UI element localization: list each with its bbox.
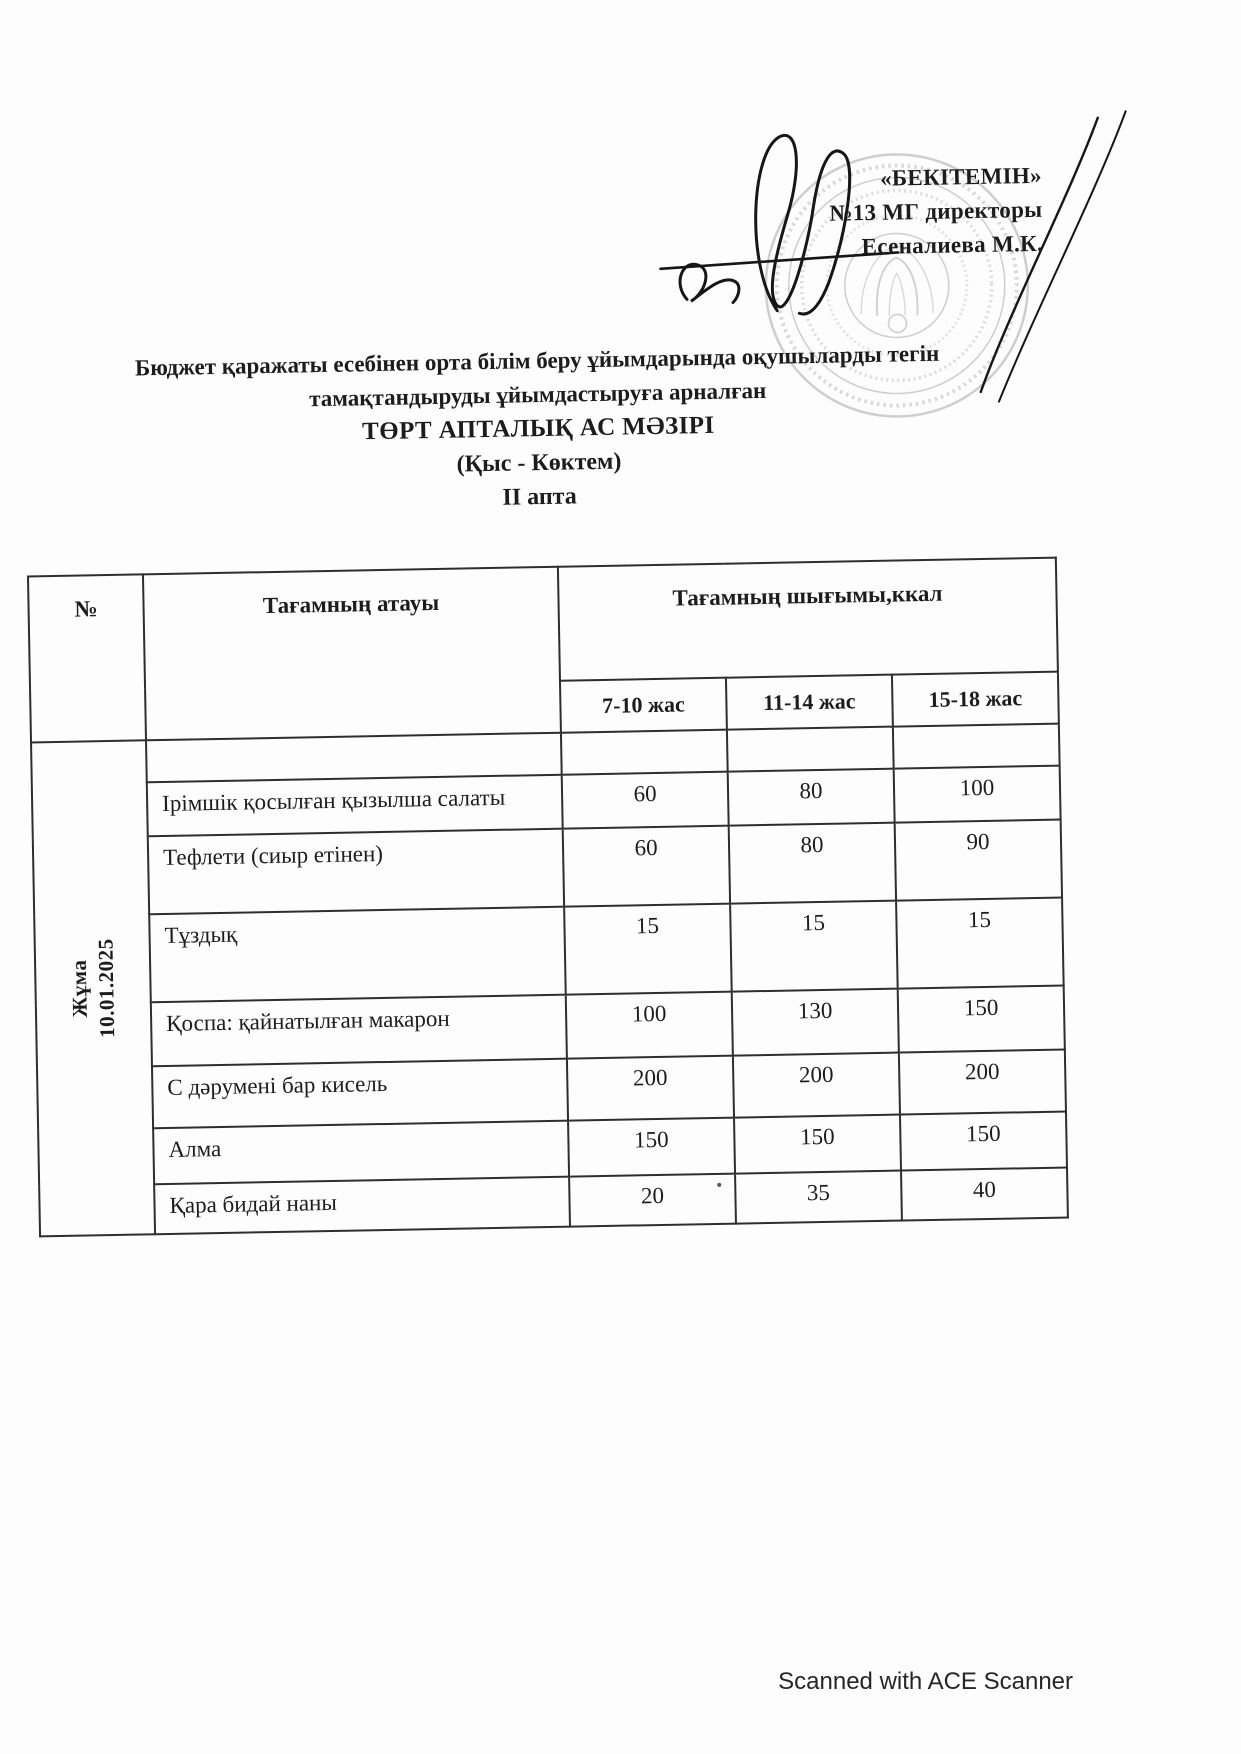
spacer-cell — [727, 727, 894, 772]
title-line-5: ІІ апта — [502, 483, 577, 511]
header-number: № — [28, 574, 146, 742]
dish-name: Қара бидай наны — [154, 1177, 570, 1235]
kcal-11-14: 200 — [733, 1053, 900, 1118]
approval-approve-label: «БЕКІТЕМІН» — [879, 162, 1043, 191]
kcal-11-14: 35 — [735, 1171, 902, 1224]
kcal-15-18: 15 — [896, 898, 1064, 989]
approval-block — [828, 159, 1043, 265]
title-line-3: ТӨРТ АПТАЛЫҚ АС МӘЗІРІ — [361, 411, 715, 446]
dish-name: Алма — [153, 1121, 569, 1185]
kcal-7-10: 15 — [564, 904, 732, 995]
day-label — [65, 938, 121, 1038]
header-output-kcal: Тағамның шығымы,ккал — [558, 558, 1058, 681]
dish-name: С дәрумені бар кисель — [152, 1059, 568, 1129]
header-age-7-10: 7-10 жас — [560, 678, 727, 733]
kcal-7-10: 60 — [562, 772, 729, 829]
kcal-11-14: 130 — [732, 989, 899, 1056]
header-dish-name: Тағамның атауы — [143, 567, 561, 741]
menu-table — [27, 557, 1069, 1238]
kcal-7-10: 60 — [563, 826, 730, 907]
dish-name: Тефлети (сиыр етінен) — [148, 829, 564, 915]
kcal-15-18: 150 — [900, 1112, 1067, 1171]
kcal-11-14: 150 — [734, 1115, 901, 1174]
kcal-11-14: 80 — [728, 769, 895, 826]
title-line-1: Бюджет қаражаты есебінен орта білім беру ұйымдарында оқушыларды тегін — [134, 340, 940, 381]
title-line-2: тамақтандыруды ұйымдастыруға арналған — [308, 377, 767, 412]
header-age-15-18: 15-18 жас — [892, 672, 1059, 727]
kcal-11-14: 80 — [729, 823, 896, 904]
day-cell — [31, 740, 155, 1236]
scan-speck — [717, 1183, 721, 1187]
dish-name: Тұздық — [149, 907, 566, 1003]
day-date: 10.01.2025 — [93, 938, 119, 1039]
kcal-7-10: 150 — [568, 1118, 735, 1177]
kcal-15-18: 200 — [899, 1050, 1066, 1115]
dish-name: Ірімшік қосылған қызылша салаты — [147, 775, 563, 837]
kcal-11-14: 15 — [730, 901, 898, 992]
approval-director-name: Есеналиева М.К. — [861, 230, 1044, 260]
approval-director-title: №13 МГ директоры — [829, 196, 1043, 226]
table-header-row — [28, 558, 1058, 691]
kcal-15-18: 90 — [895, 820, 1062, 901]
dish-name: Қоспа: қайнатылған макарон — [151, 995, 567, 1067]
kcal-7-10: 100 — [566, 992, 733, 1059]
title-line-4: (Қыс - Көктем) — [456, 448, 622, 478]
day-weekday: Жұма — [66, 959, 92, 1018]
spacer-cell — [893, 724, 1060, 769]
kcal-15-18: 40 — [901, 1168, 1068, 1221]
kcal-7-10: 200 — [567, 1056, 734, 1121]
kcal-15-18: 150 — [898, 986, 1065, 1053]
kcal-7-10: 20 — [569, 1174, 736, 1227]
header-age-11-14: 11-14 жас — [726, 675, 893, 730]
document-title — [23, 335, 1054, 524]
spacer-cell — [561, 730, 728, 775]
kcal-15-18: 100 — [894, 766, 1061, 823]
scanner-watermark: Scanned with ACE Scanner — [778, 1668, 1073, 1695]
